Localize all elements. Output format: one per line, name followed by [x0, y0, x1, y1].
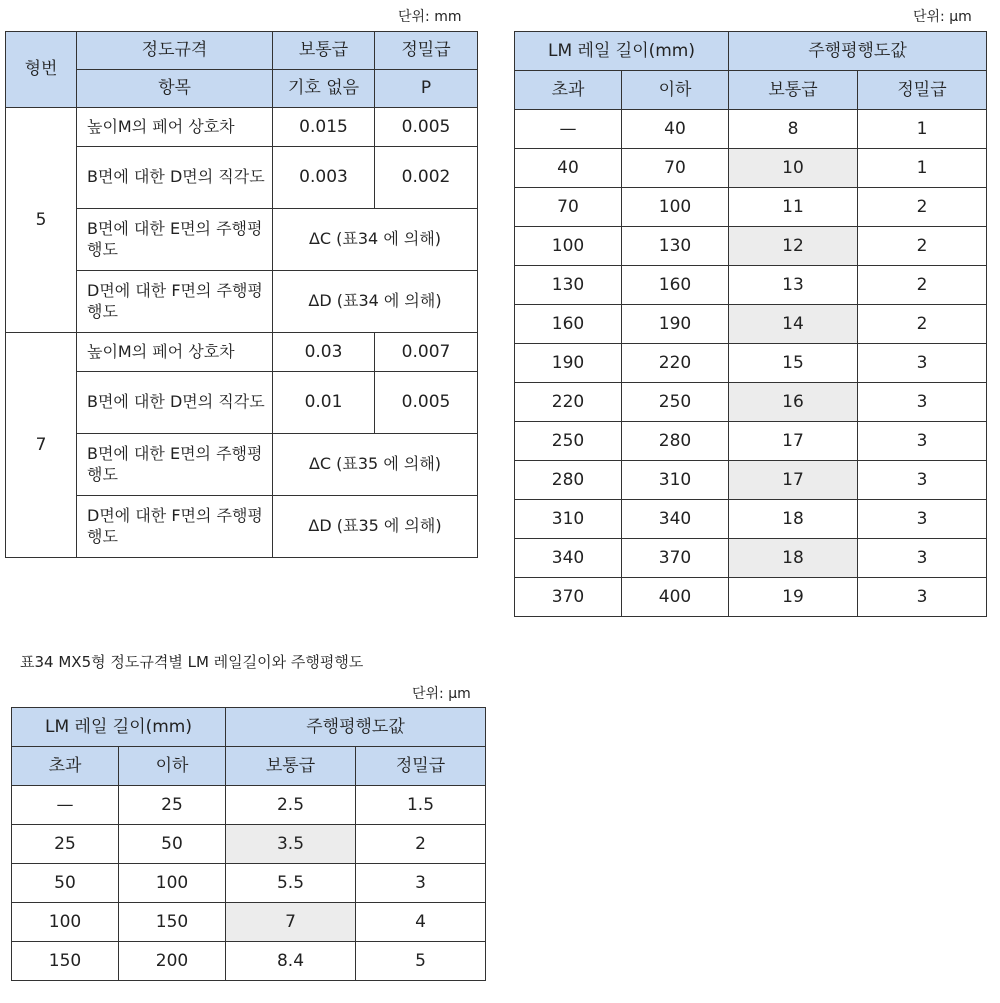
table-row [12, 786, 486, 825]
normal-cell: 16 [729, 383, 858, 422]
precision-cell: 3 [858, 422, 987, 461]
normal-cell: 14 [729, 305, 858, 344]
normal-cell: 17 [729, 461, 858, 500]
table-row [12, 825, 486, 864]
precision-cell: 3 [858, 539, 987, 578]
header-over: 초과 [515, 71, 622, 110]
precision-cell: 5 [356, 942, 486, 981]
table-row [515, 500, 987, 539]
rail-parallelism-table [514, 31, 987, 617]
precision-cell: 2 [858, 227, 987, 266]
table2-unit: 단위: μm [913, 9, 972, 25]
over-cell: 190 [515, 344, 622, 383]
precision-cell: 3 [858, 344, 987, 383]
under-cell: 150 [119, 903, 226, 942]
under-cell: 220 [622, 344, 729, 383]
over-cell: 25 [12, 825, 119, 864]
under-cell: 50 [119, 825, 226, 864]
under-cell: 160 [622, 266, 729, 305]
normal-cell: 19 [729, 578, 858, 617]
normal-cell: 15 [729, 344, 858, 383]
header-normal: 보통급 [226, 747, 356, 786]
under-cell: 400 [622, 578, 729, 617]
merged-value-cell: ΔD (표35 에 의해) [273, 496, 478, 558]
table-row [515, 461, 987, 500]
merged-value-cell: ΔD (표34 에 의해) [273, 271, 478, 333]
header-normal-symbol: 기호 없음 [273, 70, 375, 108]
over-cell: 40 [515, 149, 622, 188]
table-row [515, 383, 987, 422]
precision-cell: 3 [356, 864, 486, 903]
normal-cell: 3.5 [226, 825, 356, 864]
precision-cell: 1 [858, 149, 987, 188]
accuracy-spec-table [5, 31, 478, 558]
table-row [515, 149, 987, 188]
header-normal: 보통급 [273, 32, 375, 70]
header-precision: 정밀급 [375, 32, 478, 70]
item-cell: B면에 대한 E면의 주행평행도 [77, 209, 273, 271]
over-cell: 310 [515, 500, 622, 539]
precision-cell: 3 [858, 383, 987, 422]
precision-cell: 1 [858, 110, 987, 149]
header-item: 항목 [77, 70, 273, 108]
table-row [515, 422, 987, 461]
under-cell: 340 [622, 500, 729, 539]
header-spec: 정도규격 [77, 32, 273, 70]
item-cell: D면에 대한 F면의 주행평행도 [77, 496, 273, 558]
over-cell: 280 [515, 461, 622, 500]
header-under: 이하 [622, 71, 729, 110]
header-length: LM 레일 길이(mm) [515, 32, 729, 71]
over-cell: 340 [515, 539, 622, 578]
under-cell: 250 [622, 383, 729, 422]
over-cell: 100 [12, 903, 119, 942]
mx5-parallelism-table [11, 707, 486, 981]
under-cell: 70 [622, 149, 729, 188]
over-cell: — [515, 110, 622, 149]
normal-cell: 17 [729, 422, 858, 461]
table3-unit: 단위: μm [412, 686, 471, 702]
normal-cell: 11 [729, 188, 858, 227]
table-row [515, 227, 987, 266]
normal-cell: 0.03 [273, 333, 375, 372]
under-cell: 280 [622, 422, 729, 461]
header-parallel: 주행평행도값 [729, 32, 987, 71]
table-row [515, 305, 987, 344]
header-length: LM 레일 길이(mm) [12, 708, 226, 747]
over-cell: 370 [515, 578, 622, 617]
under-cell: 40 [622, 110, 729, 149]
over-cell: 130 [515, 266, 622, 305]
header-parallel: 주행평행도값 [226, 708, 486, 747]
header-normal: 보통급 [729, 71, 858, 110]
over-cell: 50 [12, 864, 119, 903]
precision-cell: 3 [858, 461, 987, 500]
table-row [515, 344, 987, 383]
table1-unit: 단위: mm [398, 9, 462, 25]
item-cell: 높이M의 페어 상호차 [77, 333, 273, 372]
table-row [515, 578, 987, 617]
precision-cell: 3 [858, 578, 987, 617]
normal-cell: 7 [226, 903, 356, 942]
under-cell: 310 [622, 461, 729, 500]
under-cell: 25 [119, 786, 226, 825]
normal-cell: 10 [729, 149, 858, 188]
precision-cell: 3 [858, 500, 987, 539]
header-precision: 정밀급 [858, 71, 987, 110]
normal-cell: 8.4 [226, 942, 356, 981]
header-precision-symbol: P [375, 70, 478, 108]
normal-cell: 8 [729, 110, 858, 149]
item-cell: B면에 대한 D면의 직각도 [77, 147, 273, 209]
table-row [515, 188, 987, 227]
precision-cell: 0.002 [375, 147, 478, 209]
under-cell: 100 [119, 864, 226, 903]
precision-cell: 0.005 [375, 108, 478, 147]
normal-cell: 0.015 [273, 108, 375, 147]
precision-cell: 2 [356, 825, 486, 864]
table-row [515, 110, 987, 149]
item-cell: B면에 대한 E면의 주행평행도 [77, 434, 273, 496]
item-cell: B면에 대한 D면의 직각도 [77, 372, 273, 434]
table-row [12, 903, 486, 942]
model-cell: 7 [6, 333, 77, 558]
under-cell: 200 [119, 942, 226, 981]
header-model: 형번 [6, 32, 77, 108]
normal-cell: 13 [729, 266, 858, 305]
precision-cell: 2 [858, 305, 987, 344]
precision-cell: 0.005 [375, 372, 478, 434]
precision-cell: 0.007 [375, 333, 478, 372]
table3-caption: 표34 MX5형 정도규격별 LM 레일길이와 주행평행도 [20, 653, 364, 671]
over-cell: 250 [515, 422, 622, 461]
under-cell: 130 [622, 227, 729, 266]
table-row [12, 942, 486, 981]
normal-cell: 0.003 [273, 147, 375, 209]
merged-value-cell: ΔC (표35 에 의해) [273, 434, 478, 496]
over-cell: 160 [515, 305, 622, 344]
normal-cell: 12 [729, 227, 858, 266]
over-cell: 100 [515, 227, 622, 266]
normal-cell: 5.5 [226, 864, 356, 903]
under-cell: 370 [622, 539, 729, 578]
normal-cell: 0.01 [273, 372, 375, 434]
normal-cell: 18 [729, 539, 858, 578]
item-cell: D면에 대한 F면의 주행평행도 [77, 271, 273, 333]
under-cell: 100 [622, 188, 729, 227]
normal-cell: 2.5 [226, 786, 356, 825]
precision-cell: 4 [356, 903, 486, 942]
precision-cell: 2 [858, 266, 987, 305]
precision-cell: 1.5 [356, 786, 486, 825]
item-cell: 높이M의 페어 상호차 [77, 108, 273, 147]
normal-cell: 18 [729, 500, 858, 539]
precision-cell: 2 [858, 188, 987, 227]
under-cell: 190 [622, 305, 729, 344]
over-cell: 220 [515, 383, 622, 422]
header-over: 초과 [12, 747, 119, 786]
over-cell: — [12, 786, 119, 825]
over-cell: 70 [515, 188, 622, 227]
over-cell: 150 [12, 942, 119, 981]
table-row [515, 266, 987, 305]
merged-value-cell: ΔC (표34 에 의해) [273, 209, 478, 271]
table-row [515, 539, 987, 578]
header-under: 이하 [119, 747, 226, 786]
table-row [12, 864, 486, 903]
header-precision: 정밀급 [356, 747, 486, 786]
model-cell: 5 [6, 108, 77, 333]
